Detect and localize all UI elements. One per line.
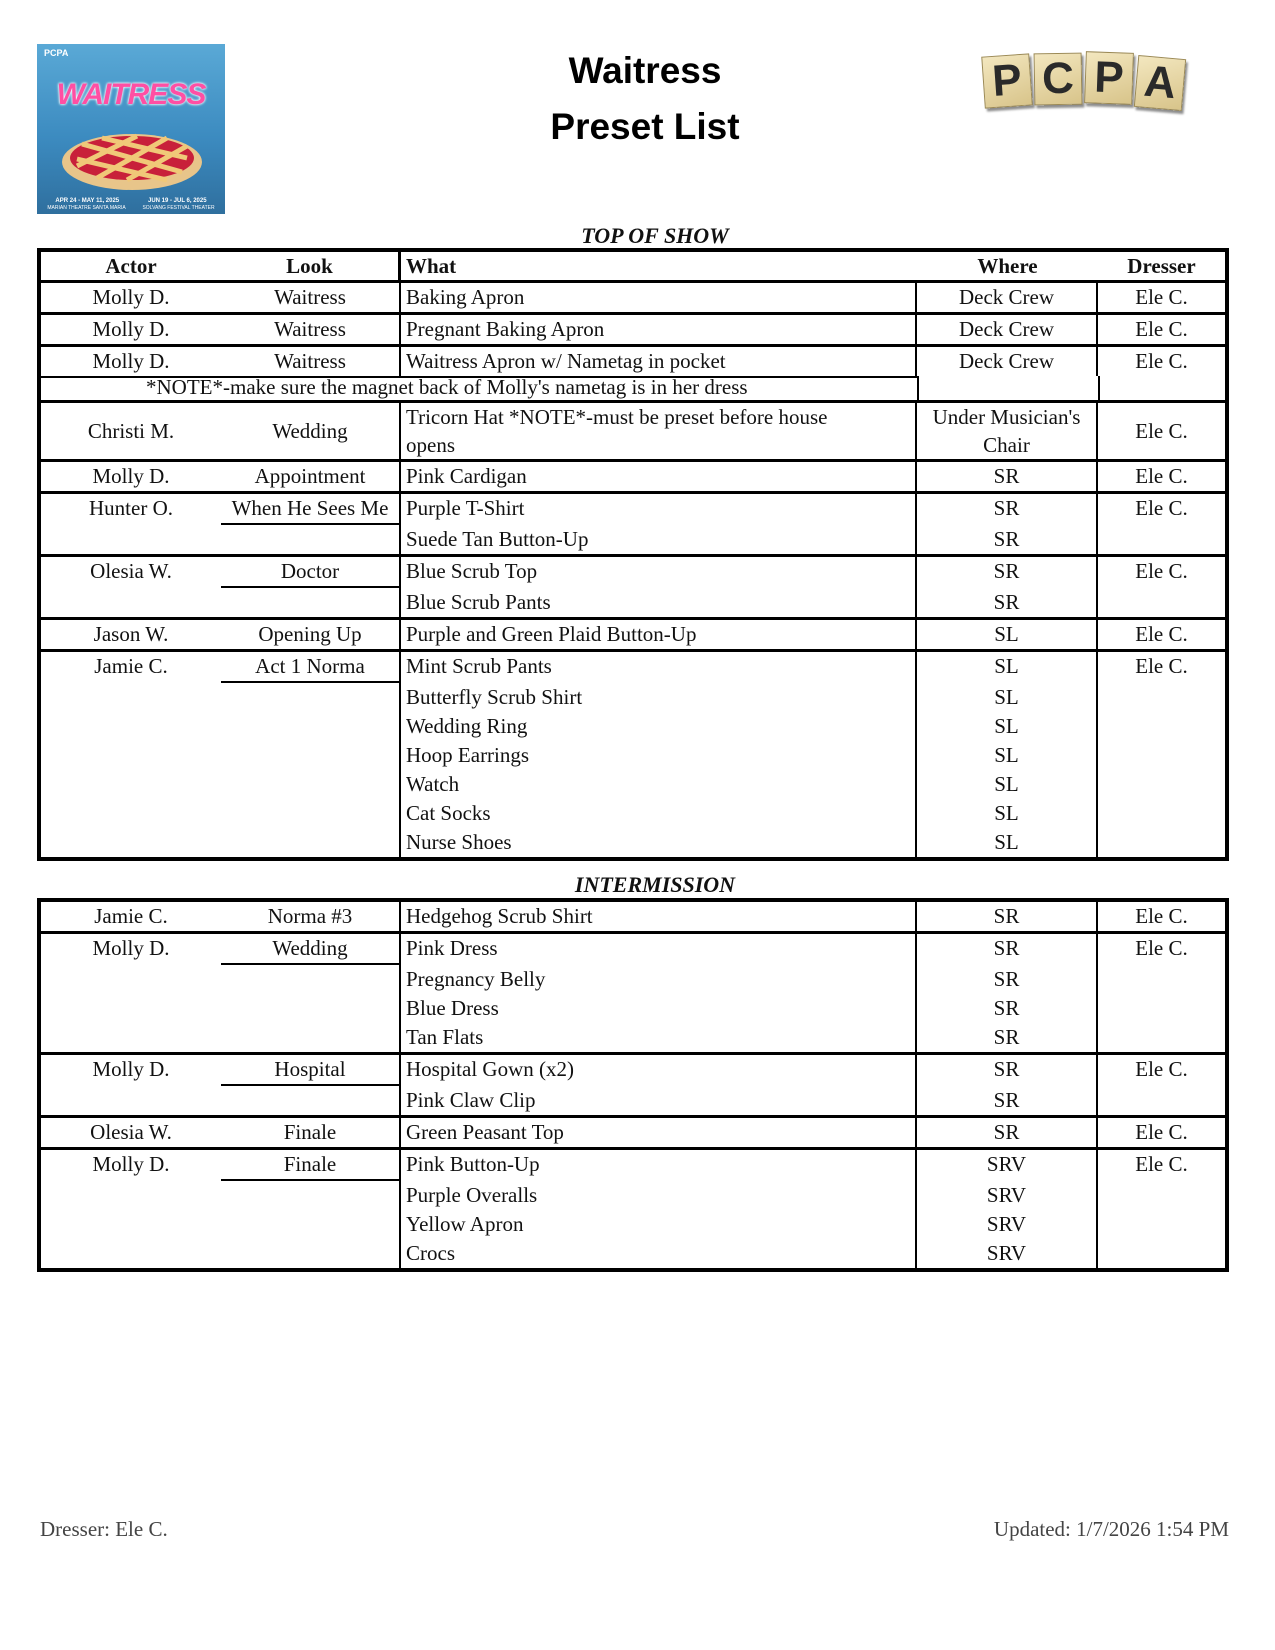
poster-date-left: APR 24 - MAY 11, 2025: [55, 198, 120, 204]
table-row: [41, 554, 1225, 588]
table-row: [41, 1181, 1225, 1210]
logo-tile: A: [1134, 55, 1186, 111]
where-cell: SL: [917, 652, 1098, 683]
what-cell: Hedgehog Scrub Shirt: [401, 902, 917, 931]
dresser-cell: Ele C.: [1135, 1120, 1188, 1144]
where-cell: SL: [917, 712, 1098, 741]
table-row: [41, 1052, 1225, 1086]
look-cell: Finale: [221, 1118, 401, 1147]
note-text: *NOTE*-make sure the magnet back of Molly's nametag is in her dress: [146, 375, 748, 399]
dresser-cell: Ele C.: [1135, 317, 1188, 341]
what-cell: Suede Tan Button-Up: [399, 525, 917, 554]
table-row: [41, 491, 1225, 525]
logo-tile: P: [1084, 51, 1134, 105]
dresser-cell: Ele C.: [1135, 936, 1188, 960]
look-cell: Appointment: [221, 462, 401, 491]
what-cell: Pregnant Baking Apron: [401, 315, 917, 344]
what-cell: Blue Dress: [399, 994, 917, 1023]
look-cell: Waitress: [221, 347, 401, 376]
what-cell: Pink Cardigan: [401, 462, 917, 491]
where-cell: SR: [917, 965, 1098, 994]
poster-venue-left: MARIAN THEATRE SANTA MARIA: [47, 205, 126, 211]
what-cell: Waitress Apron w/ Nametag in pocket: [401, 347, 917, 376]
where-cell: SR: [917, 525, 1098, 554]
table-row: [41, 741, 1225, 770]
what-cell: Yellow Apron: [399, 1210, 917, 1239]
table-row: [41, 931, 1225, 965]
where-cell: SR: [917, 588, 1098, 617]
where-cell: SR: [917, 934, 1098, 965]
what-cell: Pink Claw Clip: [399, 1086, 917, 1115]
table-row: [41, 1239, 1225, 1268]
what-cell: Wedding Ring: [399, 712, 917, 741]
table-row: [41, 1086, 1225, 1115]
actor-cell: Molly D.: [92, 285, 170, 309]
pcpa-logo: [983, 52, 1187, 109]
document-title: Waitress: [568, 50, 722, 91]
dresser-cell: Ele C.: [1135, 418, 1188, 443]
what-cell: Purple and Green Plaid Button-Up: [401, 620, 917, 649]
where-cell: SL: [917, 683, 1098, 712]
poster-title: WAITRESS: [56, 78, 206, 111]
section-title-intermission: INTERMISSION: [574, 872, 736, 897]
where-cell: SR: [917, 902, 1098, 931]
where-cell: SL: [917, 799, 1098, 828]
dresser-cell: Ele C.: [1135, 496, 1188, 520]
dresser-cell: Ele C.: [1135, 464, 1188, 488]
table-row: [41, 1210, 1225, 1239]
col-header-where: Where: [977, 254, 1038, 278]
where-line: Under Musician's: [932, 405, 1081, 429]
actor-cell: Molly D.: [92, 317, 170, 341]
dresser-cell: Ele C.: [1135, 622, 1188, 646]
where-cell: SR: [917, 462, 1098, 491]
intermission-table: [37, 898, 1229, 1272]
where-cell: SL: [917, 620, 1098, 649]
actor-cell: Olesia W.: [90, 1120, 172, 1144]
table-row: [41, 965, 1225, 994]
table-row: [41, 770, 1225, 799]
actor-cell: Molly D.: [92, 936, 170, 960]
actor-cell: Molly D.: [92, 464, 170, 488]
table-row: [41, 400, 1225, 459]
document-subtitle: Preset List: [550, 106, 740, 147]
table-row: [41, 1023, 1225, 1052]
actor-cell: Jamie C.: [94, 904, 168, 928]
logo-tile: C: [1034, 53, 1083, 106]
where-cell: SRV: [917, 1239, 1098, 1268]
what-cell: Blue Scrub Top: [401, 557, 917, 588]
what-cell: Green Peasant Top: [401, 1118, 917, 1147]
poster-venue-right: SOLVANG FESTIVAL THEATER: [142, 205, 215, 211]
what-cell: Purple T-Shirt: [401, 494, 917, 525]
dresser-cell: Ele C.: [1135, 1152, 1188, 1176]
where-cell: SR: [917, 1118, 1098, 1147]
actor-cell: Hunter O.: [89, 496, 173, 520]
dresser-cell: Ele C.: [1135, 1057, 1188, 1081]
dresser-cell: Ele C.: [1135, 559, 1188, 583]
actor-cell: Molly D.: [92, 1152, 170, 1176]
col-header-what: What: [406, 254, 457, 278]
table-row: [41, 344, 1225, 376]
where-cell: SRV: [917, 1210, 1098, 1239]
what-cell: Pink Button-Up: [401, 1150, 917, 1181]
where-cell: Deck Crew: [917, 283, 1098, 312]
what-cell: Pregnancy Belly: [399, 965, 917, 994]
where-line: Chair: [983, 433, 1030, 457]
poster-dates: [41, 198, 221, 204]
where-cell: SR: [917, 494, 1098, 525]
table-row: [41, 1147, 1225, 1181]
dresser-cell: Ele C.: [1135, 349, 1188, 373]
table-row: [41, 1115, 1225, 1147]
look-cell: Hospital: [221, 1055, 401, 1086]
table-row: [41, 712, 1225, 741]
footer-dresser: Dresser: Ele C.: [40, 1517, 168, 1541]
table-row: [41, 649, 1225, 683]
dresser-cell: Ele C.: [1135, 285, 1188, 309]
table-row: [41, 683, 1225, 712]
note-row: [41, 376, 1225, 400]
look-cell: Doctor: [221, 557, 401, 588]
col-header-dresser: Dresser: [1127, 254, 1196, 278]
table-row: [41, 828, 1225, 857]
what-cell: Mint Scrub Pants: [401, 652, 917, 683]
table-row: [41, 902, 1225, 931]
col-header-look: Look: [221, 252, 401, 280]
what-cell: Pink Dress: [401, 934, 917, 965]
what-cell: Hoop Earrings: [399, 741, 917, 770]
pie-illustration: [57, 114, 207, 194]
what-cell: Nurse Shoes: [399, 828, 917, 857]
table-row: [41, 617, 1225, 649]
table-row: [41, 280, 1225, 312]
look-cell: Wedding: [221, 934, 401, 965]
table-row: [41, 588, 1225, 617]
table-header-row: [41, 252, 1225, 280]
poster-date-right: JUN 19 - JUL 6, 2025: [147, 198, 207, 204]
table-row: [41, 525, 1225, 554]
look-cell: Waitress: [221, 315, 401, 344]
actor-cell: Jamie C.: [94, 654, 168, 678]
what-cell: Purple Overalls: [399, 1181, 917, 1210]
actor-cell: Christi M.: [87, 418, 175, 443]
dresser-cell: Ele C.: [1135, 904, 1188, 928]
look-cell: Opening Up: [221, 620, 401, 649]
where-cell: SL: [917, 741, 1098, 770]
where-cell: Deck Crew: [917, 315, 1098, 344]
actor-cell: Olesia W.: [90, 559, 172, 583]
actor-cell: Jason W.: [93, 622, 169, 646]
table-row: [41, 312, 1225, 344]
what-cell: Crocs: [399, 1239, 917, 1268]
poster-org: PCPA: [44, 48, 69, 58]
footer-updated: Updated: 1/7/2026 1:54 PM: [993, 1517, 1229, 1541]
where-cell: SR: [917, 1023, 1098, 1052]
what-cell: Cat Socks: [399, 799, 917, 828]
top-of-show-table: [37, 248, 1229, 861]
look-cell: Wedding: [221, 403, 401, 459]
where-cell: Deck Crew: [917, 347, 1098, 376]
what-line: Tricorn Hat *NOTE*-must be preset before house: [406, 405, 828, 429]
where-cell: SR: [917, 1055, 1098, 1086]
where-cell: SL: [917, 770, 1098, 799]
look-cell: Norma #3: [221, 902, 401, 931]
what-cell: Watch: [399, 770, 917, 799]
where-cell: SR: [917, 557, 1098, 588]
where-cell: SR: [917, 994, 1098, 1023]
what-cell: [401, 403, 917, 459]
actor-cell: Molly D.: [92, 349, 170, 373]
what-cell: Blue Scrub Pants: [399, 588, 917, 617]
where-cell: SRV: [917, 1181, 1098, 1210]
where-cell: SRV: [917, 1150, 1098, 1181]
section-title-top-of-show: TOP OF SHOW: [581, 223, 729, 248]
what-cell: Hospital Gown (x2): [401, 1055, 917, 1086]
look-cell: Finale: [221, 1150, 401, 1181]
look-cell: Act 1 Norma: [221, 652, 401, 683]
look-cell: When He Sees Me: [221, 494, 401, 525]
poster-venues: [39, 205, 223, 211]
where-cell: [917, 403, 1098, 459]
actor-cell: Molly D.: [92, 1057, 170, 1081]
table-row: [41, 994, 1225, 1023]
where-cell: SL: [917, 828, 1098, 857]
what-cell: Butterfly Scrub Shirt: [399, 683, 917, 712]
what-cell: Tan Flats: [399, 1023, 917, 1052]
look-cell: Waitress: [221, 283, 401, 312]
what-cell: Baking Apron: [401, 283, 917, 312]
what-line: opens: [406, 433, 455, 457]
logo-tile: P: [981, 53, 1033, 108]
show-poster: [37, 44, 225, 214]
table-row: [41, 799, 1225, 828]
where-cell: SR: [917, 1086, 1098, 1115]
dresser-cell: Ele C.: [1135, 654, 1188, 678]
col-header-actor: Actor: [105, 254, 157, 278]
table-row: [41, 459, 1225, 491]
